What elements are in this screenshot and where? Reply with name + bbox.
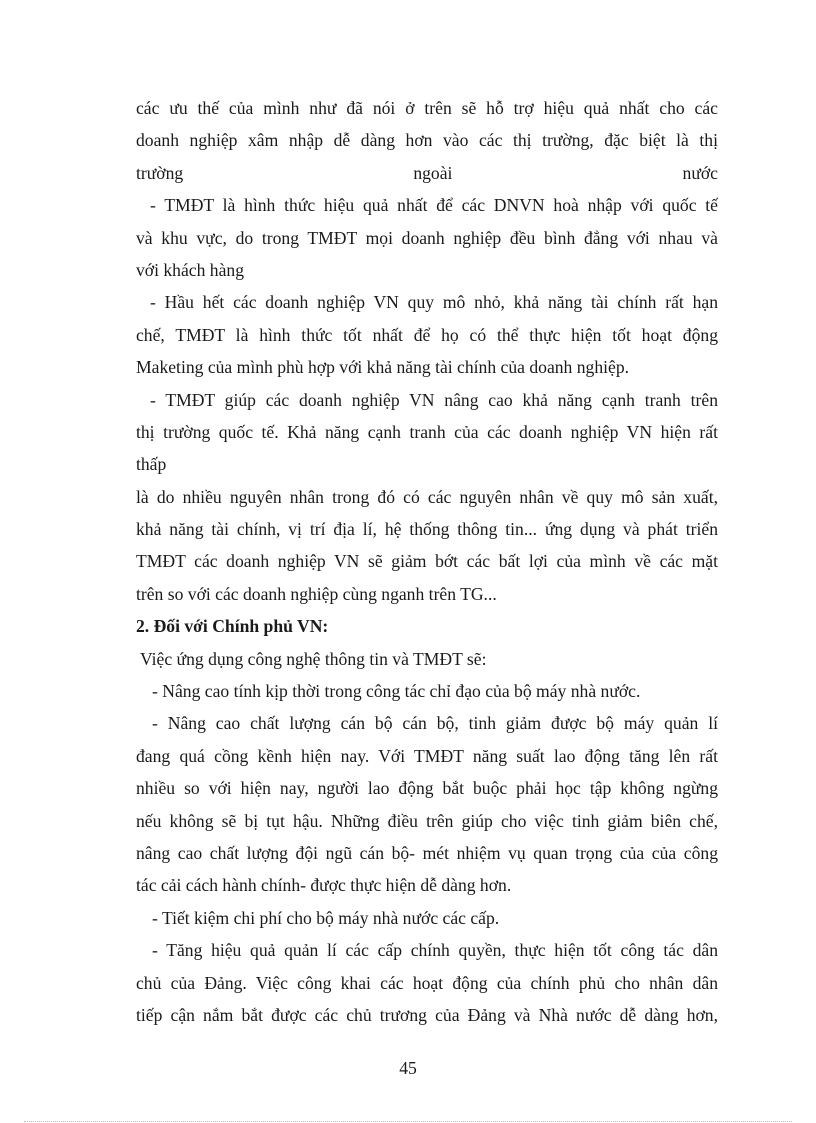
text-line: trường ngoài nước (136, 162, 718, 183)
text-line: - Nâng cao tính kịp thời trong công tác chỉ đạo của bộ máy nhà nước. (152, 681, 641, 702)
text-line: đang quá cồng kềnh hiện nay. Với TMĐT năng suất lao động tăng lên rất (136, 745, 718, 766)
text-line: - Tiết kiệm chi phí cho bộ máy nhà nước các cấp. (152, 907, 500, 928)
text-line: chế, TMĐT là hình thức tốt nhất để họ có thể thực hiện tốt hoạt động (136, 324, 718, 345)
text-line: là do nhiều nguyên nhân trong đó có các nguyên nhân về quy mô sản xuất, (136, 486, 718, 507)
text-line: TMĐT các doanh nghiệp VN sẽ giảm bớt các bất lợi của mình về các mặt (136, 551, 718, 572)
text-line: khả năng tài chính, vị trí địa lí, hệ thống thông tin... ứng dụng và phát triển (136, 519, 718, 540)
text-line: với khách hàng (136, 259, 244, 280)
text-line: - TMĐT giúp các doanh nghiệp VN nâng cao khả năng cạnh tranh trên (150, 389, 718, 410)
page-body (136, 92, 718, 1031)
text-line: các ưu thế của mình như đã nói ở trên sẽ hỗ trợ hiệu quả nhất cho các (136, 98, 718, 118)
text-line: - Tăng hiệu quả quản lí các cấp chính quyền, thực hiện tốt công tác dân (152, 940, 718, 961)
text-line: tiếp cận nắm bắt được các chủ trương của Đảng và Nhà nước dễ dàng hơn, (136, 1004, 718, 1025)
text-line: trên so với các doanh nghiệp cùng nganh trên TG... (136, 583, 497, 604)
text-line: thấp (136, 454, 167, 475)
text-line: nâng cao chất lượng đội ngũ cán bộ- mét nhiệm vụ quan trọng của của công (136, 842, 718, 863)
text-line: nếu không sẽ bị tụt hậu. Những điều trên giúp cho việc tinh giảm biên chế, (136, 810, 718, 831)
text-line: nhiều so với hiện nay, người lao động bắt buộc phải học tập không ngừng (136, 778, 718, 799)
text-line: - Nâng cao chất lượng cán bộ cán bộ, tinh giảm được bộ máy quản lí (152, 713, 718, 734)
page-bottom-divider (24, 1121, 792, 1122)
text-line: doanh nghiệp xâm nhập dễ dàng hơn vào các thị trường, đặc biệt là thị (136, 130, 718, 151)
text-line: tác cải cách hành chính- được thực hiện dễ dàng hơn. (136, 875, 512, 896)
text-line: Việc ứng dụng công nghệ thông tin và TMĐT sẽ: (140, 648, 487, 669)
section-heading: 2. Đối với Chính phủ VN: (136, 616, 329, 637)
text-line: - Hầu hết các doanh nghiệp VN quy mô nhỏ, khả năng tài chính rất hạn (150, 292, 718, 313)
page-number: 45 (399, 1058, 417, 1078)
text-line: thị trường quốc tế. Khả năng cạnh tranh của các doanh nghiệp VN hiện rất (136, 421, 718, 442)
text-line: - TMĐT là hình thức hiệu quả nhất để các DNVN hoà nhập với quốc tế (150, 195, 718, 216)
text-line: chủ của Đảng. Việc công khai các hoạt động của chính phủ cho nhân dân (136, 972, 718, 993)
text-line: Maketing của mình phù hợp với khả năng tài chính của doanh nghiệp. (136, 357, 630, 378)
text-line: và khu vực, do trong TMĐT mọi doanh nghiệp đều bình đẳng với nhau và (136, 227, 718, 248)
